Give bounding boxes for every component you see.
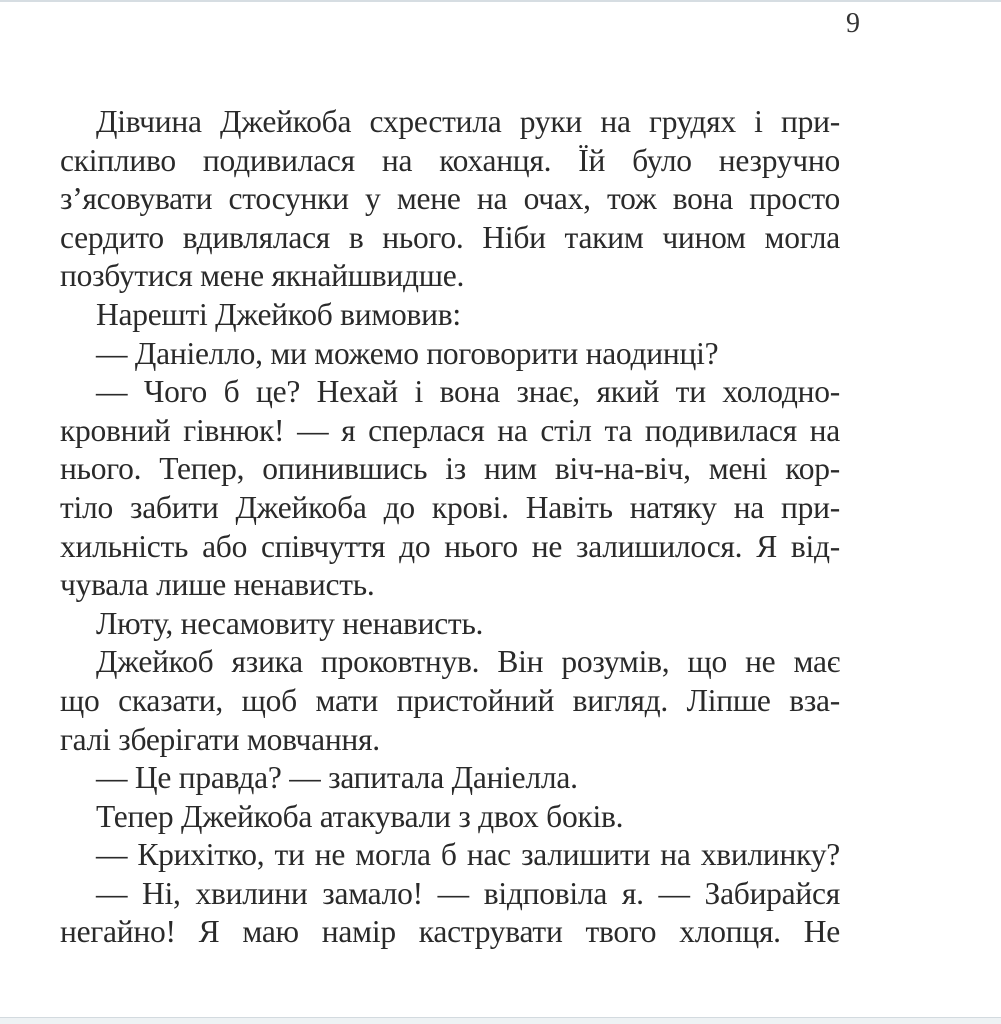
text-line: Джейкоб язика проковтнув. Він розумів, що не має xyxy=(96,644,840,680)
text-line: — Ні, хвилини замало! — відповіла я. — Забирайся xyxy=(96,875,840,911)
text-line: хильність або співчуття до нього не залишилося. Я від- xyxy=(60,528,840,564)
bottom-edge xyxy=(0,1017,1001,1024)
page-number: 9 xyxy=(846,8,860,39)
body-text xyxy=(60,103,840,952)
text-line: Тепер Джейкоба атакували з двох боків. xyxy=(96,798,624,834)
text-line: позбутися мене якнайшвидше. xyxy=(60,258,465,294)
text-line: Нарешті Джейкоб вимовив: xyxy=(96,296,461,332)
text-line: — Це правда? — запитала Даніелла. xyxy=(96,760,578,796)
text-line: скіпливо подивилася на коханця. Їй було незручно xyxy=(60,142,840,178)
text-line: негайно! Я маю намір каструвати твого хлопця. Не xyxy=(60,914,840,950)
text-line: — Крихітко, ти не могла б нас залишити на хвилинку? xyxy=(96,837,840,873)
text-line: сердито вдивлялася в нього. Ніби таким чином могла xyxy=(60,219,840,255)
text-line: кровний гівнюк! — я сперлася на стіл та подивилася на xyxy=(60,412,840,448)
text-line: — Чого б це? Нехай і вона знає, який ти холодно- xyxy=(96,374,840,410)
text-line: галі зберігати мовчання. xyxy=(60,721,380,757)
text-line: з’ясовувати стосунки у мене на очах, тож вона просто xyxy=(60,181,840,217)
text-line: тіло забити Джейкоба до крові. Навіть натяку на при- xyxy=(60,489,840,525)
text-line: чувала лише ненависть. xyxy=(60,567,375,603)
text-line: що сказати, щоб мати пристойний вигляд. Ліпше вза- xyxy=(60,682,840,718)
text-line: — Даніелло, ми можемо поговорити наодинці? xyxy=(96,335,719,371)
text-line: Дівчина Джейкоба схрестила руки на грудях і при- xyxy=(96,104,840,139)
text-line: нього. Тепер, опинившись із ним віч-на-віч, мені кор- xyxy=(60,451,840,487)
text-line: Люту, несамовиту ненависть. xyxy=(96,605,484,641)
